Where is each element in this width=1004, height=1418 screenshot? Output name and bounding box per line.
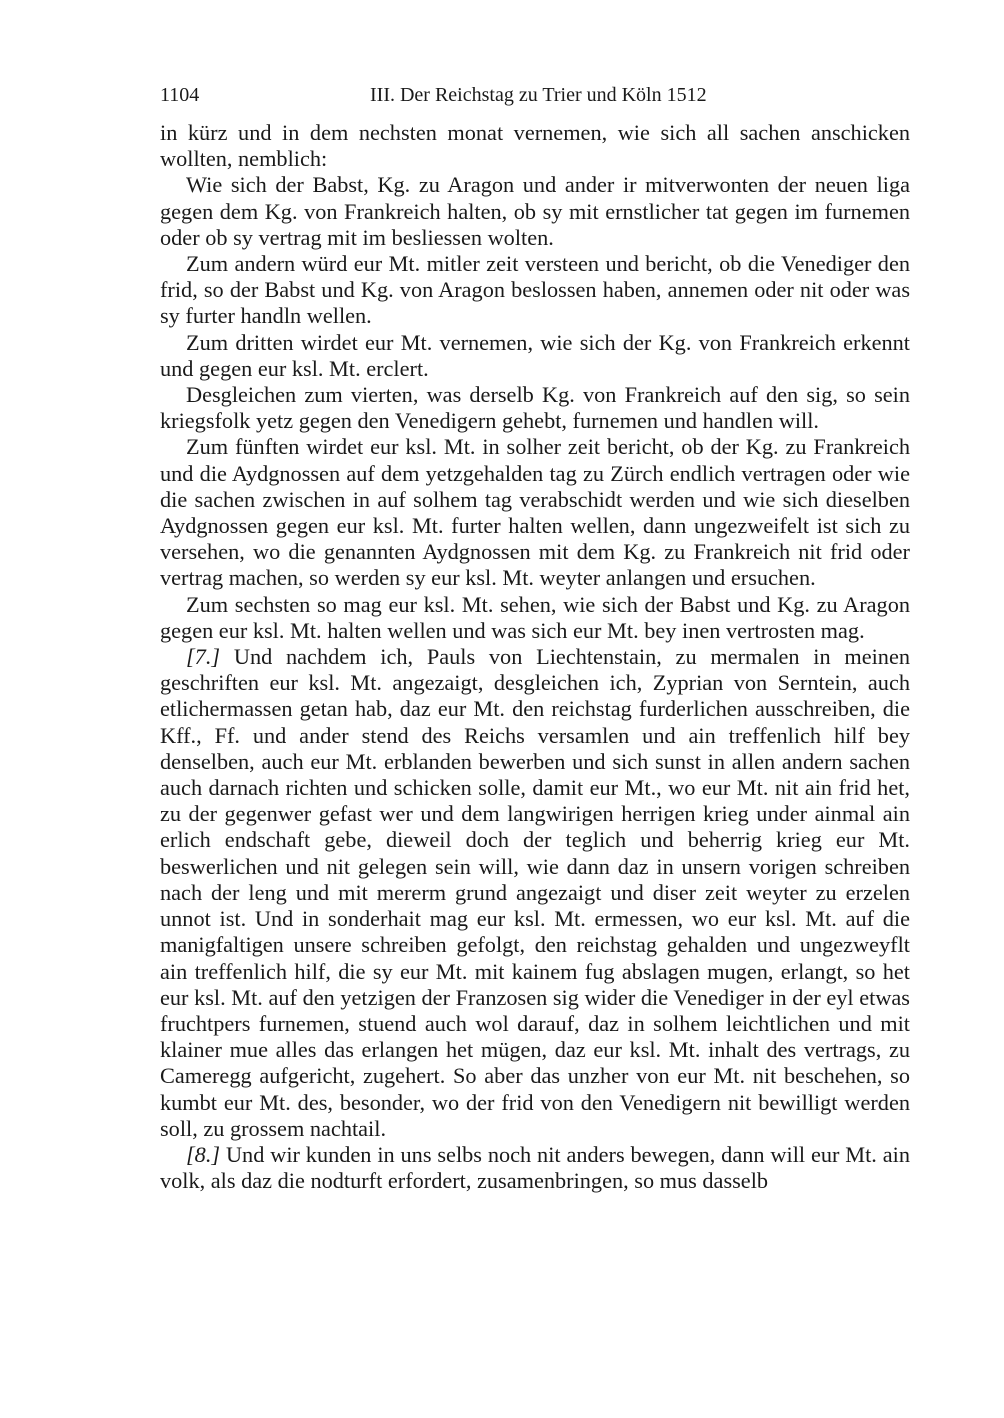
running-title: III. Der Reichstag zu Trier und Köln 1512 — [370, 84, 707, 106]
paragraph-2 — [160, 172, 910, 251]
paragraph-text: Und nachdem ich, Pauls von Liechtenstain, zu mermalen in meinen geschriften eur ksl. Mt. angezaigt, desgleichen ich, Zyprian von Serntein, auch etlichermassen getan hab, daz eur Mt. den reichstag furderlichen ausschreiben, die Kff., Ff. und ander stend des Reichs versamlen und ain treffenlich hilf bey denselben, auch eur Mt. erblanden bewerben und sich sunst in allen andern sachen auch darnach richten und schicken solle, damit eur Mt., wo eur Mt. nit ain frid het, zu der gegenwer gefast wer und dem langwirigen herrigen krieg under ainmal ain erlich endschaft gebe, dieweil doch der teglich und beherrig krieg eur Mt. beswerlichen und nit gelegen sein will, wie dann daz in unsern vorigen schreiben nach der leng und mit mererm grund angezaigt und diser zeit weyter zu erzelen unnot ist. Und in sonderhait mag eur ksl. Mt. ermessen, wo eur ksl. Mt. auf die manigfaltigen unsere schreiben gefolgt, den reichstag gehalden und ungezweyflt ain treffenlich hilf, die sy eur Mt. mit kainem fug abslagen mugen, erlangt, so het eur ksl. Mt. auf den yetzigen der Franzosen sig wider die Venediger in der eyl etwas fruchtpers furnemen, stuend auch wol darauf, daz in solhem leichtlichen und mit klainer mue alles das erlangen het mügen, daz eur ksl. Mt. inhalt des vertrags, zu Cameregg aufgericht, zugehert. So aber das unzher von eur Mt. nit beschehen, so kumbt eur Mt. des, besonder, wo der frid von den Venedigern nit bewilligt werden soll, zu grossem nachtail. — [160, 644, 910, 1141]
paragraph-5 — [160, 382, 910, 434]
paragraph-text: Desgleichen zum vierten, was derselb Kg. von Frankreich auf den sig, so sein kriegsfolk yetz gegen den Venedigern gehebt, furnemen und handlen will. — [160, 382, 910, 434]
paragraph-text: in kürz und in dem nechsten monat vernemen, wie sich all sachen anschicken wollten, nemblich: — [160, 120, 910, 172]
paragraph-3 — [160, 251, 910, 330]
paragraph-8 — [160, 644, 910, 1142]
paragraph-text: Und wir kunden in uns selbs noch nit anders bewegen, dann will eur Mt. ain volk, als daz die nodturft erfordert, zusamenbringen, so mus dasselb — [160, 1141, 910, 1194]
paragraph-text: Zum dritten wirdet eur Mt. vernemen, wie sich der Kg. von Frankreich erkennt und gegen eur ksl. Mt. erclert. — [160, 329, 910, 381]
paragraph-text: Zum andern würd eur Mt. mitler zeit versteen und bericht, ob die Venediger den frid, so der Babst und Kg. von Aragon beslossen haben, annemen oder nit oder was sy furter handln wellen. — [160, 251, 910, 329]
section-marker: [7.] — [186, 644, 221, 670]
section-marker: [8.] — [186, 1141, 221, 1167]
document-page — [160, 80, 910, 1194]
paragraph-7 — [160, 592, 910, 644]
paragraph-1 — [160, 120, 910, 172]
paragraph-text: Zum fünften wirdet eur ksl. Mt. in solher zeit bericht, ob der Kg. zu Frankreich und die Aydgnossen auf dem yetzgehalden tag zu Zürch endlich vertragen oder wie die sachen zwischen in auf solhem tag verabschidt werden und wie sich dieselben Aydgnossen gegen eur ksl. Mt. furter halten wellen, dann ungezweifelt ist sich zu versehen, wo die genannten Aydgnossen mit dem Kg. zu Frankreich nit frid oder vertrag machen, so werden sy eur ksl. Mt. weyter anlangen und ersuchen. — [160, 434, 910, 591]
paragraph-text: Wie sich der Babst, Kg. zu Aragon und ander ir mitverwonten der neuen liga gegen dem Kg. von Frankreich halten, ob sy mit ernstlicher tat gegen im furnemen oder ob sy vertrag mit im besliessen wolten. — [160, 172, 910, 250]
paragraph-6 — [160, 434, 910, 591]
paragraph-9 — [160, 1142, 910, 1194]
paragraph-4 — [160, 330, 910, 382]
page-number: 1104 — [160, 84, 200, 106]
body-text — [160, 120, 910, 1194]
paragraph-text: Zum sechsten so mag eur ksl. Mt. sehen, wie sich der Babst und Kg. zu Aragon gegen eur ksl. Mt. halten wellen und was sich eur Mt. bey inen vertrosten mag. — [160, 591, 910, 643]
running-head — [160, 80, 910, 110]
